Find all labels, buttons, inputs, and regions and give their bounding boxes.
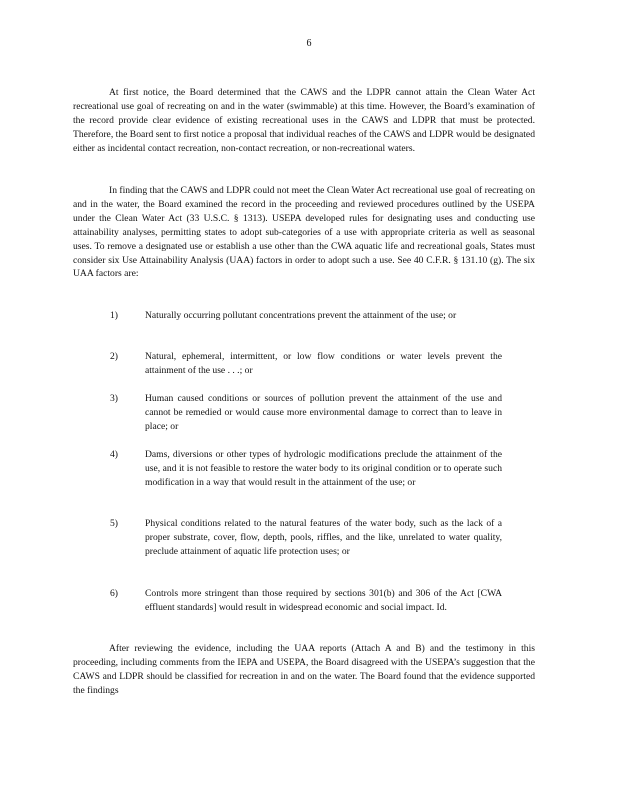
paragraph-text: In finding that the CAWS and LDPR could not meet the Clean Water Act recreational use goal of recreating on and in the water, the Board examined the record in the proceeding and reviewed procedures outlined by the USEPA under the Clean Water Act (33 U.S.C. § 1313). USEPA developed rules for designating uses and conducting use attainability analyses, permitting states to adopt sub-categories of a use with appropriate criteria as well as seasonal uses. To remove a designated use or establish a use other than the CWA aquatic life and recreational goals, States must consider six Use Attainability Analysis (UAA) factors in order to adopt such a use. See 40 C.F.R. § 131.10 (g). The six UAA factors are: (73, 185, 535, 280)
page-number: 6 (306, 38, 312, 49)
factor-number: 3) (110, 393, 118, 404)
paragraph-board-findings (73, 642, 535, 698)
factor-text: Natural, ephemeral, intermittent, or low flow conditions or water levels prevent the attainment of the use . . .; or (145, 351, 502, 376)
factor-number: 4) (110, 449, 118, 460)
factor-text: Controls more stringent than those required by sections 301(b) and 306 of the Act [CWA effluent standards] would result in widespread economic and social impact. Id. (145, 588, 502, 613)
factor-text: Physical conditions related to the natural features of the water body, such as the lack of a proper substrate, cover, flow, depth, pools, riffles, and the like, unrelated to water quality, preclude attainment of aquatic life protection uses; or (145, 518, 502, 557)
paragraph-text: At first notice, the Board determined that the CAWS and the LDPR cannot attain the Clean Water Act recreational use goal of recreating on and in the water (swimmable) at this time. However, the Board’s examination of the record provide clear evidence of existing recreational uses in the CAWS and LDPR that must be protected. Therefore, the Board sent to first notice a proposal that individual reaches of the CAWS and LDPR would be designated either as incidental contact recreation, non-contact recreation, or non-recreational waters. (73, 87, 535, 154)
paragraph-text: After reviewing the evidence, including the UAA reports (Attach A and B) and the testimony in this proceeding, including comments from the IEPA and USEPA, the Board disagreed with the USEPA’s suggestion that the CAWS and LDPR should be classified for recreation in and on the water. The Board found that the evidence supported the findings (73, 643, 535, 696)
factor-number: 5) (110, 518, 118, 529)
factor-number: 6) (110, 588, 118, 599)
factor-number: 1) (110, 310, 118, 321)
paragraph-uaa-procedure (73, 184, 535, 281)
factor-text: Naturally occurring pollutant concentrations prevent the attainment of the use; or (145, 310, 457, 321)
paragraph-first-notice (73, 86, 535, 156)
factor-text: Dams, diversions or other types of hydrologic modifications preclude the attainment of the use, and it is not feasible to restore the water body to its original condition or to operate such modification in a way that would result in the attainment of the use; or (145, 449, 502, 488)
factor-text: Human caused conditions or sources of pollution prevent the attainment of the use and cannot be remedied or would cause more environmental damage to correct than to leave in place; or (145, 393, 502, 432)
factor-number: 2) (110, 351, 118, 362)
